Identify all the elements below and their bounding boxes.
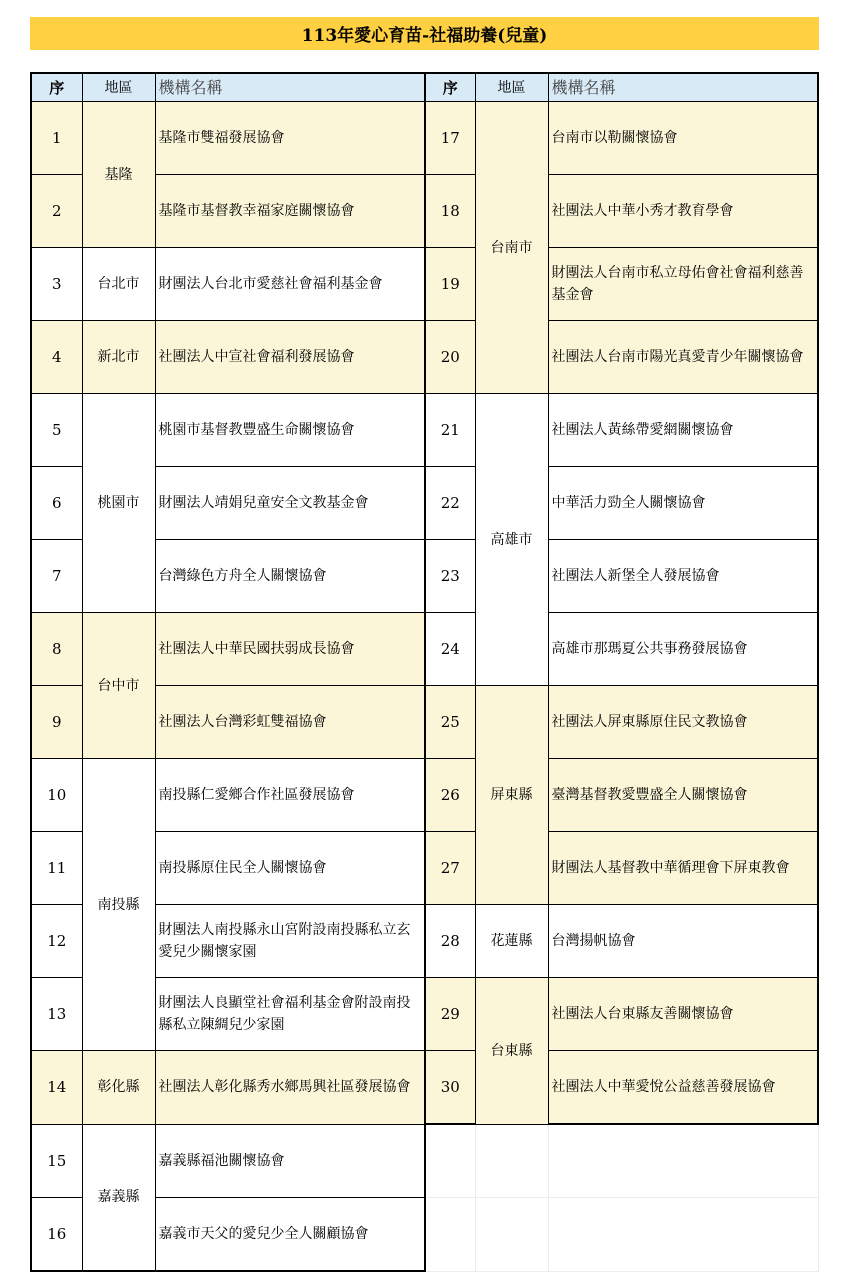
org-name-cell: 嘉義市天父的愛兒少全人關顧協會 [155,1198,425,1272]
table-row [31,1051,818,1125]
org-name-cell: 社團法人中華小秀才教育學會 [548,175,818,248]
seq-cell: 10 [31,759,82,832]
org-name-cell: 財團法人基督教中華循理會下屏東教會 [548,832,818,905]
region-cell-taitung: 台東縣 [475,978,548,1125]
seq-cell: 19 [425,248,475,321]
seq-cell: 25 [425,686,475,759]
table-header-row [31,73,818,102]
seq-cell: 18 [425,175,475,248]
table-row [31,1124,818,1198]
seq-cell: 7 [31,540,82,613]
org-name-cell: 中華活力勁全人關懷協會 [548,467,818,540]
empty-cell [548,1124,818,1198]
table-row [31,248,818,321]
seq-cell: 30 [425,1051,475,1125]
page-title: 113年愛心育苗-社福助養(兒童) [30,17,819,50]
org-name-cell: 財團法人南投縣永山宮附設南投縣私立玄愛兒少關懷家園 [155,905,425,978]
org-name-cell: 社團法人黃絲帶愛網關懷協會 [548,394,818,467]
seq-cell: 12 [31,905,82,978]
org-name-cell: 基隆市雙福發展協會 [155,102,425,175]
org-name-cell: 嘉義縣福池關懷協會 [155,1124,425,1198]
org-name-cell: 基隆市基督教幸福家庭關懷協會 [155,175,425,248]
seq-cell: 16 [31,1198,82,1272]
region-cell-nantou: 南投縣 [82,759,155,1051]
region-cell-taichung: 台中市 [82,613,155,759]
header-name: 機構名稱 [155,73,425,102]
table-row [31,321,818,394]
seq-cell: 26 [425,759,475,832]
org-name-cell: 臺灣基督教愛豐盛全人關懷協會 [548,759,818,832]
seq-cell: 3 [31,248,82,321]
seq-cell: 2 [31,175,82,248]
organization-table [30,72,819,1272]
table-row [31,759,818,832]
seq-cell: 5 [31,394,82,467]
seq-cell: 22 [425,467,475,540]
org-name-cell: 社團法人中華愛悅公益慈善發展協會 [548,1051,818,1125]
org-name-cell: 社團法人台東縣友善關懷協會 [548,978,818,1051]
table-row [31,102,818,175]
region-cell-hualien: 花蓮縣 [475,905,548,978]
org-name-cell: 財團法人靖娟兒童安全文教基金會 [155,467,425,540]
seq-cell: 8 [31,613,82,686]
seq-cell: 29 [425,978,475,1051]
region-cell-pingtung: 屏東縣 [475,686,548,905]
region-cell-chiayi: 嘉義縣 [82,1124,155,1271]
seq-cell: 20 [425,321,475,394]
org-name-cell: 社團法人台灣彩虹雙福協會 [155,686,425,759]
org-name-cell: 社團法人新堡全人發展協會 [548,540,818,613]
table-row [31,613,818,686]
empty-cell [425,1198,475,1272]
seq-cell: 9 [31,686,82,759]
seq-cell: 1 [31,102,82,175]
org-name-cell: 社團法人台南市陽光真愛青少年關懷協會 [548,321,818,394]
seq-cell: 21 [425,394,475,467]
org-name-cell: 社團法人中宣社會福利發展協會 [155,321,425,394]
header-name: 機構名稱 [548,73,818,102]
seq-cell: 15 [31,1124,82,1198]
seq-cell: 11 [31,832,82,905]
org-name-cell: 南投縣仁愛鄉合作社區發展協會 [155,759,425,832]
seq-cell: 27 [425,832,475,905]
empty-cell [475,1198,548,1272]
empty-cell [475,1124,548,1198]
org-name-cell: 台灣綠色方舟全人關懷協會 [155,540,425,613]
org-name-cell: 桃園市基督教豐盛生命關懷協會 [155,394,425,467]
org-name-cell: 財團法人良顯堂社會福利基金會附設南投縣私立陳綢兒少家園 [155,978,425,1051]
region-cell-new-taipei: 新北市 [82,321,155,394]
seq-cell: 4 [31,321,82,394]
seq-cell: 13 [31,978,82,1051]
region-cell-keelung: 基隆 [82,102,155,248]
org-name-cell: 社團法人彰化縣秀水鄉馬興社區發展協會 [155,1051,425,1125]
region-cell-taipei: 台北市 [82,248,155,321]
region-cell-tainan: 台南市 [475,102,548,394]
header-seq: 序 [31,73,82,102]
region-cell-kaohsiung: 高雄市 [475,394,548,686]
org-name-cell: 台南市以勒關懷協會 [548,102,818,175]
org-name-cell: 財團法人台南市私立母佑會社會福利慈善基金會 [548,248,818,321]
seq-cell: 23 [425,540,475,613]
org-name-cell: 社團法人屏東縣原住民文教協會 [548,686,818,759]
region-cell-taoyuan: 桃園市 [82,394,155,613]
seq-cell: 24 [425,613,475,686]
seq-cell: 6 [31,467,82,540]
seq-cell: 17 [425,102,475,175]
org-name-cell: 社團法人中華民國扶弱成長協會 [155,613,425,686]
header-region: 地區 [82,73,155,102]
seq-cell: 28 [425,905,475,978]
empty-cell [548,1198,818,1272]
header-seq: 序 [425,73,475,102]
seq-cell: 14 [31,1051,82,1125]
org-name-cell: 財團法人台北市愛慈社會福利基金會 [155,248,425,321]
header-region: 地區 [475,73,548,102]
table-row [31,394,818,467]
empty-cell [425,1124,475,1198]
org-name-cell: 高雄市那瑪夏公共事務發展協會 [548,613,818,686]
org-name-cell: 南投縣原住民全人關懷協會 [155,832,425,905]
org-name-cell: 台灣揚帆協會 [548,905,818,978]
region-cell-changhua: 彰化縣 [82,1051,155,1125]
